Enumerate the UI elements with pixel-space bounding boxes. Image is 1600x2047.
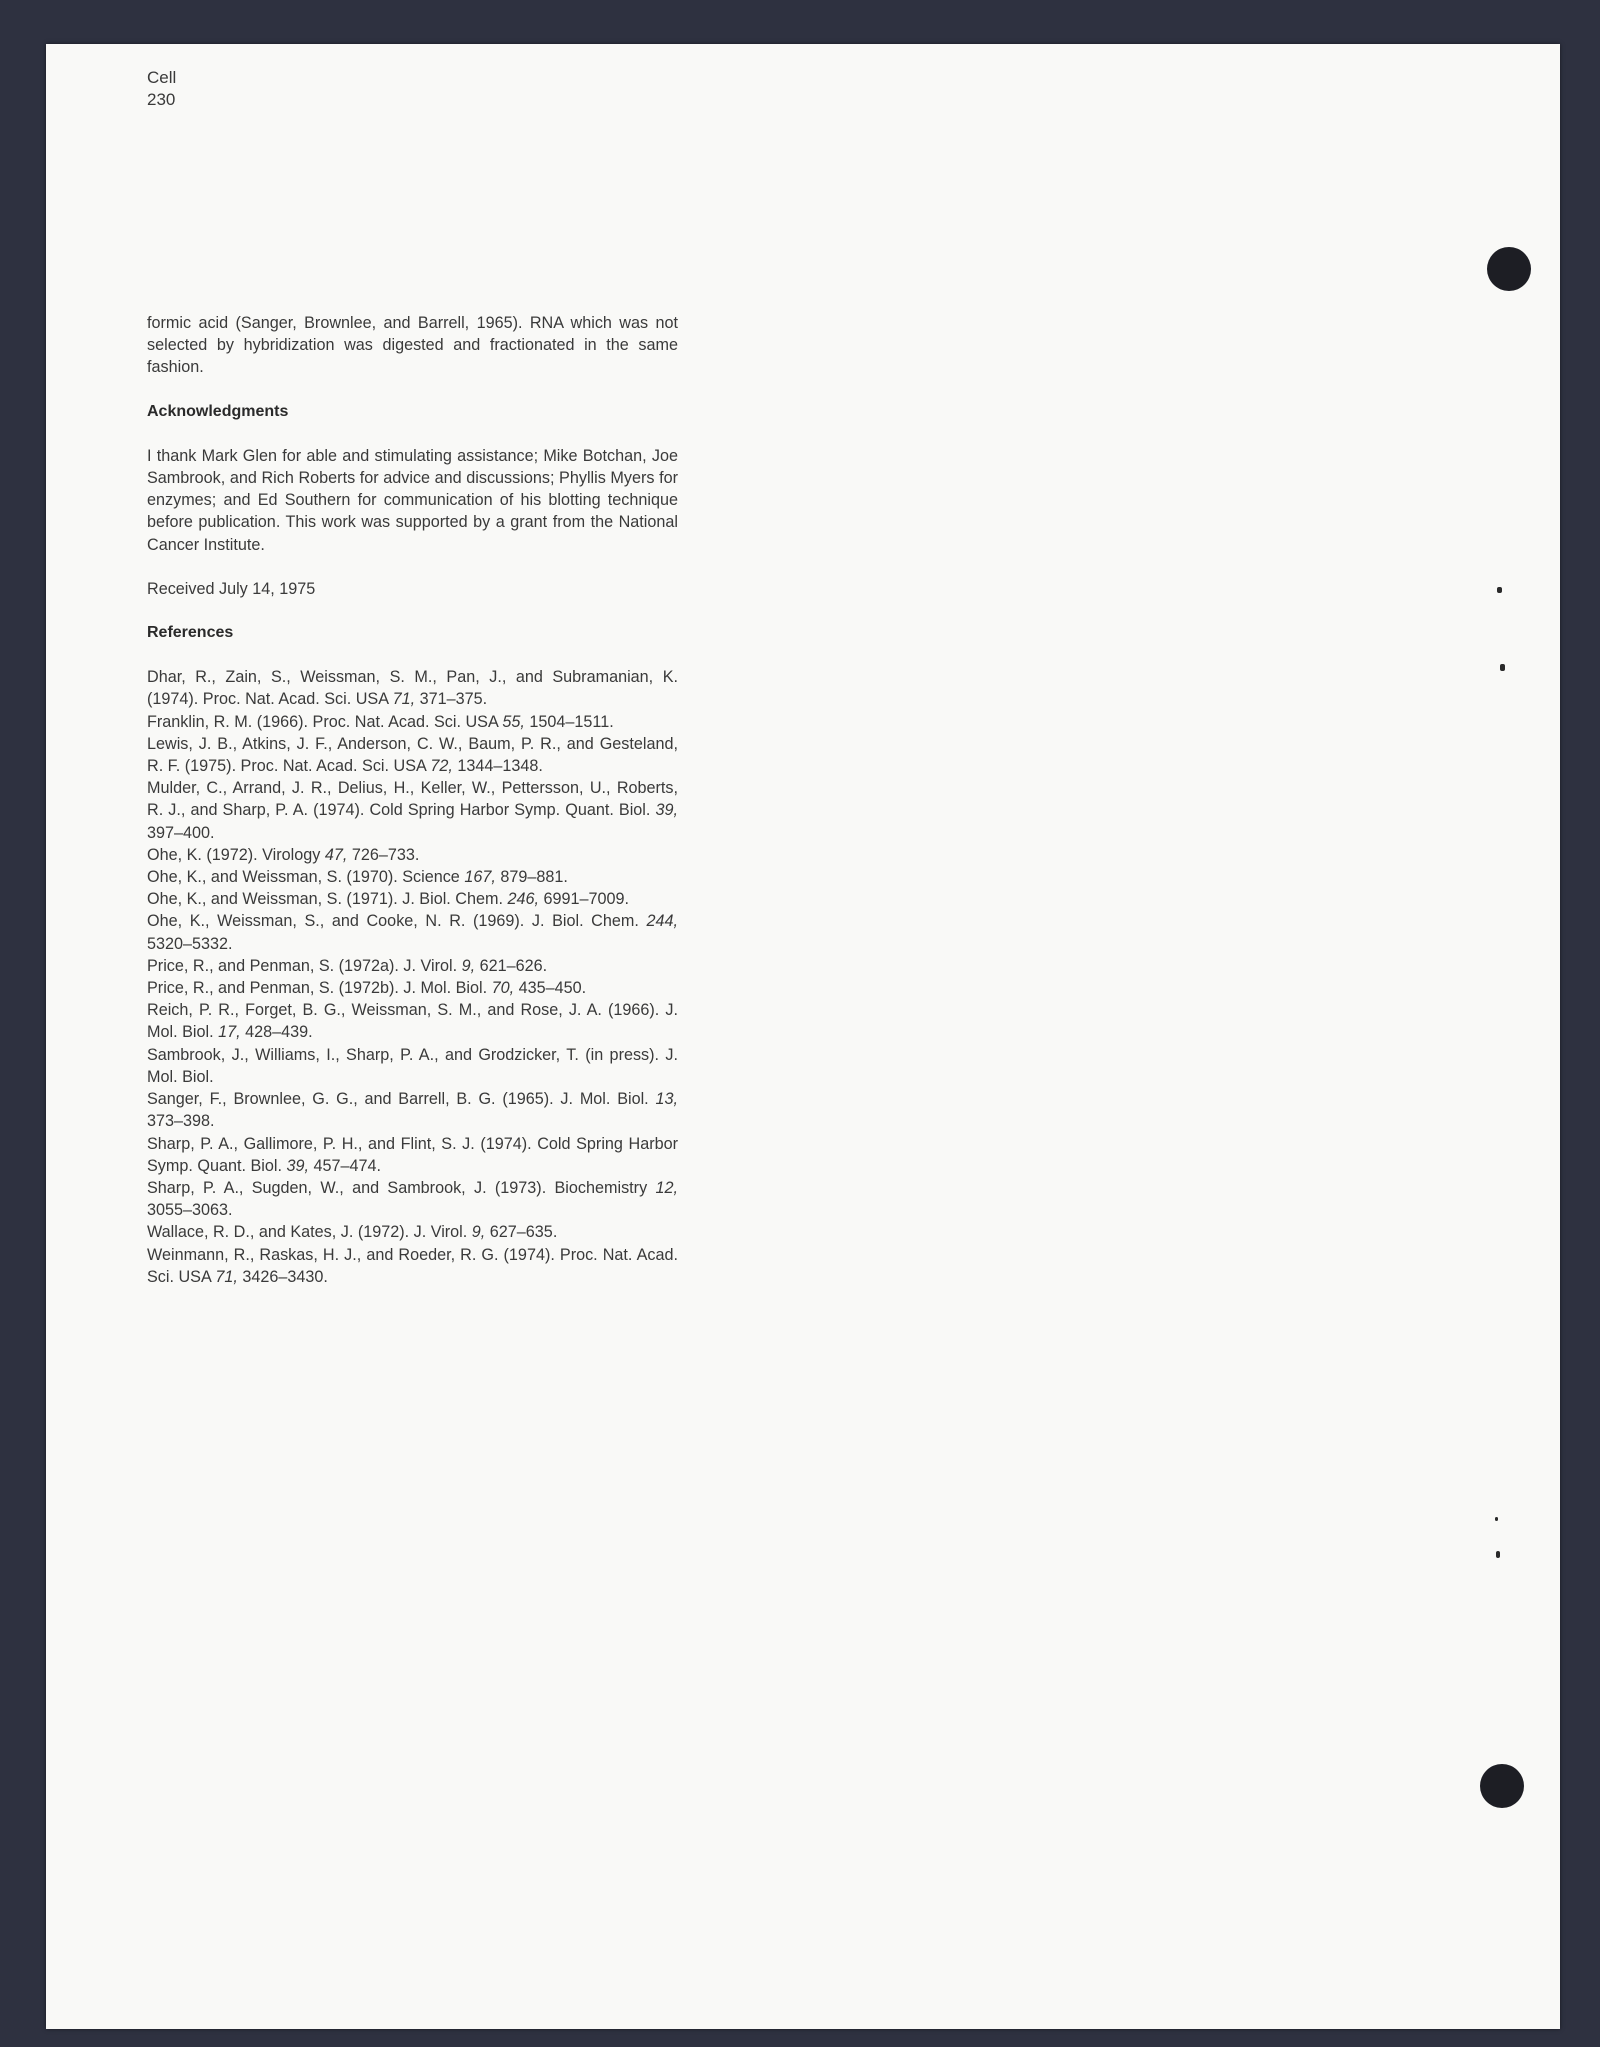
- reference-volume: 55,: [502, 712, 525, 731]
- reference-pages: 428–439.: [240, 1023, 313, 1042]
- reference-volume: 72,: [430, 757, 453, 776]
- reference-pages: 621–626.: [475, 956, 548, 975]
- reference-pages: 371–375.: [415, 690, 488, 709]
- intro-paragraph: formic acid (Sanger, Brownlee, and Barrell, 1965). RNA which was not selected by hybridization was digested and fractionated in the same fashion.: [147, 314, 678, 377]
- page-number: 230: [147, 90, 176, 109]
- reference-item: [147, 1221, 678, 1243]
- punch-hole-bottom: [1480, 1764, 1524, 1808]
- reference-item: [147, 910, 678, 954]
- reference-text: Price, R., and Penman, S. (1972b). J. Mol. Biol.: [147, 979, 492, 998]
- reference-text: Price, R., and Penman, S. (1972a). J. Virol.: [147, 956, 462, 975]
- reference-volume: 70,: [491, 979, 515, 998]
- reference-pages: 879–881.: [495, 868, 568, 887]
- reference-pages: 1344–1348.: [452, 757, 543, 776]
- reference-text: Lewis, J. B., Atkins, J. F., Anderson, C. W., Baum, P. R., and Gesteland, R. F. (1975). Proc. Nat. Acad. Sci. USA: [147, 734, 678, 776]
- reference-text: Franklin, R. M. (1966). Proc. Nat. Acad. Sci. USA: [147, 712, 503, 731]
- reference-volume: 167,: [464, 868, 496, 887]
- acknowledgments-heading: Acknowledgments: [147, 402, 289, 420]
- reference-item: [147, 666, 678, 710]
- reference-volume: 9,: [471, 1223, 486, 1242]
- reference-item: [147, 777, 678, 844]
- reference-item: [147, 999, 678, 1043]
- reference-item: [147, 1244, 678, 1288]
- reference-volume: 71,: [392, 690, 416, 709]
- reference-text: Weinmann, R., Raskas, H. J., and Roeder, R. G. (1974). Proc. Nat. Acad. Sci. USA: [147, 1245, 678, 1286]
- paper-speck: [1496, 1551, 1500, 1558]
- reference-text: Sanger, F., Brownlee, G. G., and Barrell, B. G. (1965). J. Mol. Biol.: [147, 1090, 656, 1109]
- reference-text: Wallace, R. D., and Kates, J. (1972). J. Virol.: [147, 1223, 472, 1242]
- reference-item: [147, 866, 678, 888]
- received-date: Received July 14, 1975: [147, 579, 316, 598]
- reference-pages: 373–398.: [147, 1112, 215, 1131]
- running-header: [147, 67, 176, 111]
- references-heading: References: [147, 624, 234, 642]
- reference-item: [147, 1133, 678, 1177]
- reference-pages: 435–450.: [514, 979, 587, 998]
- reference-volume: 13,: [655, 1090, 678, 1109]
- reference-volume: 17,: [218, 1023, 241, 1042]
- reference-volume: 39,: [655, 801, 678, 820]
- reference-text: Reich, P. R., Forget, B. G., Weissman, S. M., and Rose, J. A. (1966). J. Mol. Biol.: [147, 1001, 678, 1042]
- reference-volume: 39,: [286, 1156, 309, 1175]
- reference-volume: 71,: [215, 1267, 238, 1286]
- reference-pages: 1504–1511.: [524, 712, 614, 731]
- reference-pages: 6991–7009.: [539, 890, 630, 909]
- paper-speck: [1500, 664, 1505, 671]
- reference-text: Dhar, R., Zain, S., Weissman, S. M., Pan, J., and Subramanian, K. (1974). Proc. Nat. Acad. Sci. USA: [147, 668, 678, 709]
- punch-hole-top: [1487, 247, 1531, 291]
- reference-text: Ohe, K., Weissman, S., and Cooke, N. R. (1969). J. Biol. Chem.: [147, 912, 647, 931]
- reference-pages: 3426–3430.: [237, 1267, 328, 1286]
- reference-pages: 726–733.: [347, 845, 420, 864]
- reference-item: [147, 711, 678, 733]
- reference-text: Ohe, K., and Weissman, S. (1971). J. Biol. Chem.: [147, 890, 508, 909]
- reference-pages: 627–635.: [485, 1223, 558, 1242]
- journal-name: Cell: [147, 68, 177, 87]
- reference-pages: 457–474.: [308, 1156, 381, 1175]
- reference-text: Sharp, P. A., Sugden, W., and Sambrook, J. (1973). Biochemistry: [147, 1178, 656, 1197]
- reference-volume: 47,: [324, 845, 348, 864]
- reference-volume: 246,: [507, 890, 539, 909]
- paper-speck: [1495, 1517, 1498, 1521]
- reference-text: Ohe, K. (1972). Virology: [147, 845, 325, 864]
- reference-volume: 12,: [655, 1178, 678, 1197]
- reference-pages: 5320–5332.: [147, 934, 233, 953]
- reference-text: Sambrook, J., Williams, I., Sharp, P. A., and Grodzicker, T. (in press). J. Mol. Biol.: [147, 1045, 678, 1086]
- reference-text: Sharp, P. A., Gallimore, P. H., and Flint, S. J. (1974). Cold Spring Harbor Symp. Quant. Biol.: [147, 1134, 678, 1175]
- reference-volume: 244,: [646, 912, 678, 931]
- reference-item: [147, 1044, 678, 1088]
- reference-item: [147, 888, 678, 910]
- reference-item: [147, 1088, 678, 1132]
- reference-text: Ohe, K., and Weissman, S. (1970). Science: [147, 868, 465, 887]
- reference-pages: 397–400.: [147, 823, 215, 842]
- reference-volume: 9,: [461, 956, 476, 975]
- reference-pages: 3055–3063.: [147, 1201, 233, 1220]
- reference-list: [147, 666, 678, 1288]
- reference-item: [147, 733, 678, 777]
- reference-item: [147, 955, 678, 977]
- reference-text: Mulder, C., Arrand, J. R., Delius, H., Keller, W., Pettersson, U., Roberts, R. J., and Sharp, P. A. (1974). Cold Spring Harbor Symp. Quant. Biol.: [147, 779, 678, 820]
- acknowledgments-text: I thank Mark Glen for able and stimulating assistance; Mike Botchan, Joe Sambrook, and Rich Roberts for advice and discussions; Phyllis Myers for enzymes; and Ed Southern for communication of his blotting technique before publication. This work was supported by a grant from the National Cancer Institute.: [147, 446, 678, 554]
- text-column: [147, 312, 678, 1288]
- paper-speck: [1497, 587, 1502, 593]
- reference-item: [147, 977, 678, 999]
- reference-item: [147, 1177, 678, 1221]
- reference-item: [147, 844, 678, 866]
